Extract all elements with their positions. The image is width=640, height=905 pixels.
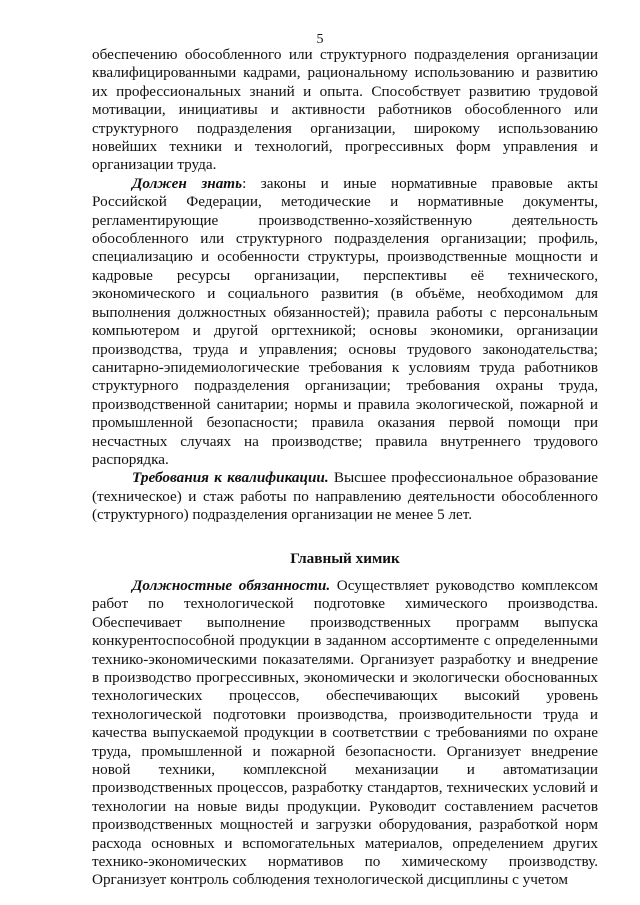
paragraph-qualification: [92, 469, 598, 524]
document-body: [92, 46, 598, 890]
qualification-text: Высшее профессиональное образование (техническое) и стаж работы по направлению деятельности обособленного (структурного) подразделения организации не менее 5 лет.: [92, 469, 598, 524]
page-number: 5: [316, 32, 324, 47]
paragraph-continuation: обеспечению обособленного или структурного подразделения организации квалифицированными кадрами, рациональному использованию и развитию их профессиональных знаний и опыта. Способствует развитию трудовой мотивации, инициативы и активности работников обособленного или структурного подразделения организации, широкому использованию новейших техники и технологий, прогрессивных форм управления и организации труда.: [92, 46, 598, 174]
must-know-text: : законы и иные нормативные правовые акты Российской Федерации, методические и нормативные документы, регламентирующие производственно-хозяйственную деятельность обособленного или структурного подразделения организации; профиль, специализацию и особенности структуры, производственные мощности и кадровые ресурсы организации, перспективы её технического, экономического и социального развития (в объёме, необходимом для выполнения должностных обязанностей); правила работы с персональным компьютером и другой оргтехникой; основы экономики, организации производства, труда и управления; основы трудового законодательства; санитарно-эпидемиологические требования к условиям труда работников структурного подразделения организации; требования охраны труда, производственной санитарии; нормы и правила экологической, пожарной и промышленной безопасности; правила оказания первой помощи при несчастных случаях на производстве; правила внутреннего трудового распорядка.: [92, 174, 598, 468]
paragraph-duties: [92, 577, 598, 890]
qualification-label: Требования к квалификации.: [132, 469, 329, 487]
section-heading: Главный химик: [290, 549, 400, 567]
duties-label: Должностные обязанности.: [132, 576, 331, 594]
must-know-label: Должен знать: [132, 174, 243, 192]
duties-text: Осуществляет руководство комплексом работ по технологической подготовке химического производства. Обеспечивает выполнение производственных программ выпуска конкурентоспособной продукции в заданном ассортименте с определенными технико-экономическими показателями. Организует разработку и внедрение в производство прогрессивных, экономически и экологически обоснованных технологических процессов, обеспечивающих высокий уровень технологической подготовки производства, производительности труда и качества выпускаемой продукции в соответствии с требованиями по охране труда, промышленной и пожарной безопасности. Организует внедрение новой техники, комплексной механизации и автоматизации производственных процессов, разработку стандартов, технических условий и технологии на новые виды продукции. Руководит составлением расчетов производственных мощностей и загрузки оборудования, разработкой норм расхода основных и вспомогательных материалов, определением других технико-экономических нормативов по химическому производству. Организует контроль соблюдения технологической дисциплины с учетом: [92, 576, 598, 889]
paragraph-must-know: [92, 175, 598, 470]
